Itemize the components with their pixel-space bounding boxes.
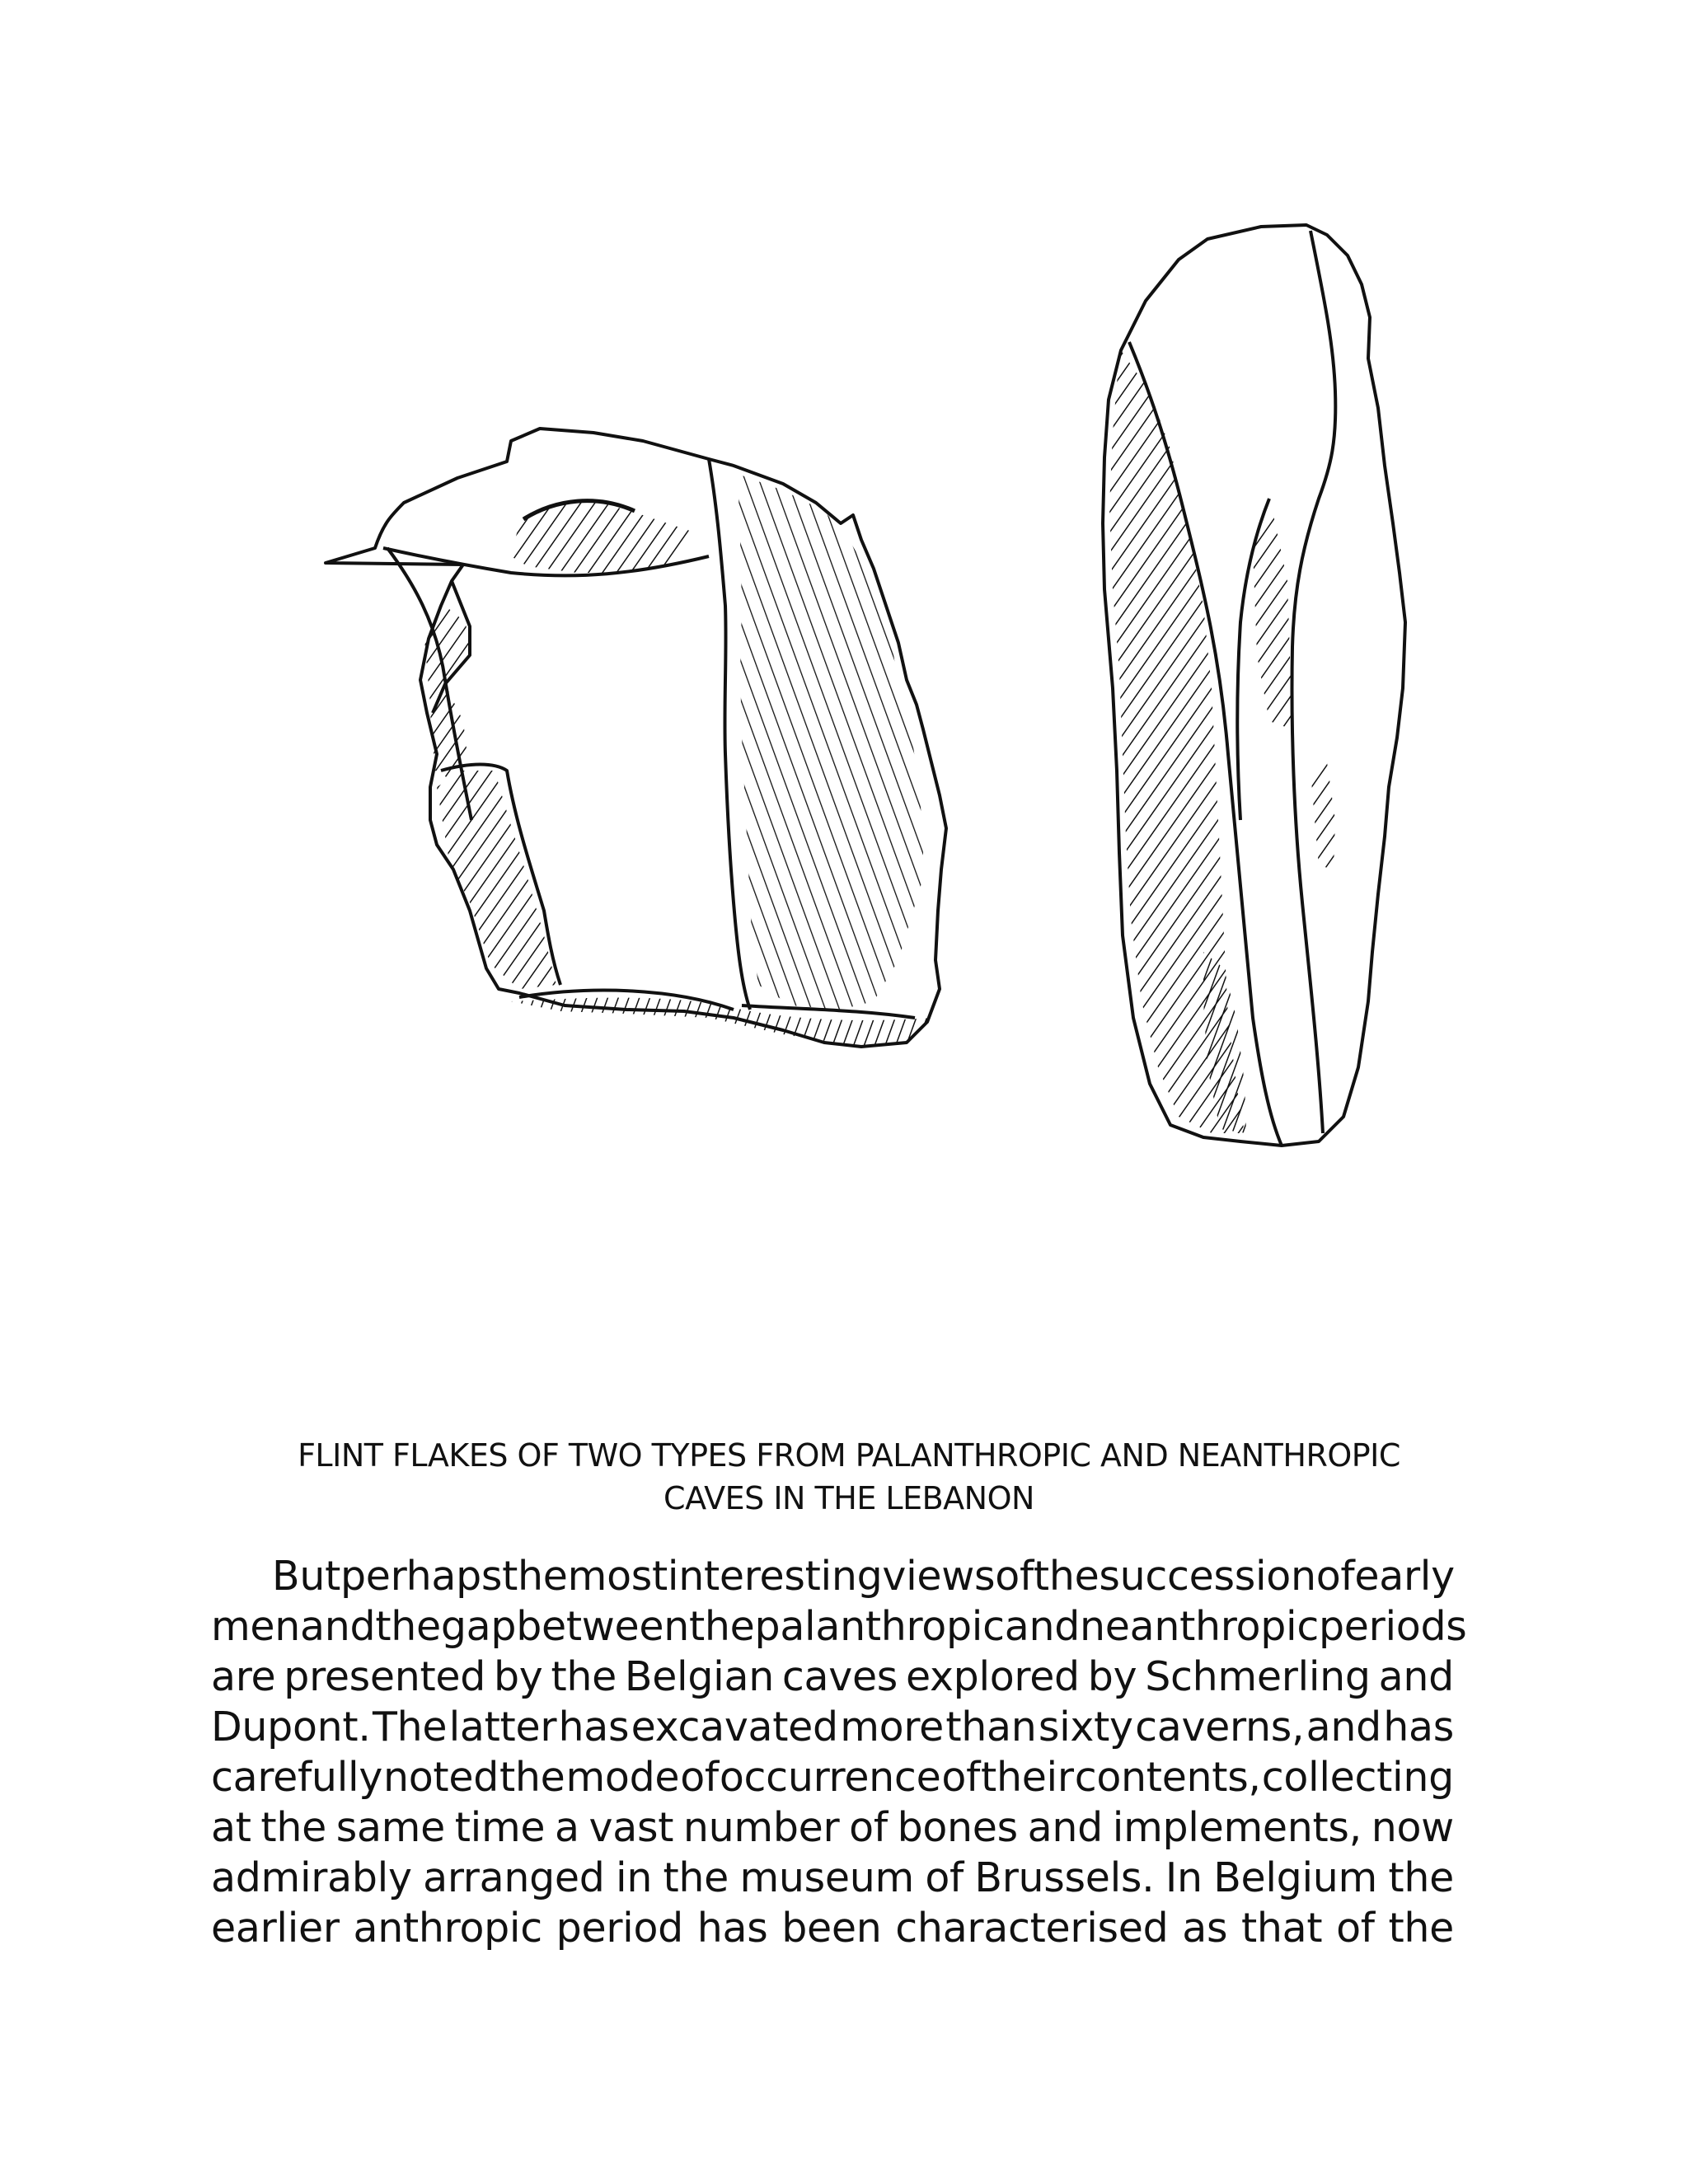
paragraph-line: admirably arranged in the museum of Brussels. In Belgium the	[211, 1854, 1454, 1901]
right-flint-blade	[1103, 225, 1405, 1146]
paragraph-line: earlier anthropic period has been characterised as that of the	[211, 1905, 1454, 1952]
caption-line-1: FLINT FLAKES OF TWO TYPES FROM PALANTHROPIC AND NEANTHROPIC	[298, 1437, 1400, 1474]
body-paragraph	[211, 1551, 1467, 1953]
figure-caption	[214, 1434, 1484, 1520]
paragraph-line: at the same time a vast number of bones and implements, now	[211, 1804, 1454, 1851]
paragraph-line: carefully noted the mode of occurrence of their contents, collecting	[211, 1754, 1454, 1801]
paragraph-line: men and the gap between the palanthropic and neanthropic periods	[211, 1603, 1467, 1650]
caption-line-2: CAVES IN THE LEBANON	[663, 1480, 1034, 1516]
paragraph-line: are presented by the Belgian caves explored by Schmerling and	[211, 1653, 1454, 1700]
flint-flakes-illustration	[247, 194, 1442, 1413]
left-flint-flake	[326, 429, 946, 1047]
paragraph-line: Dupont. The latter has excavated more than sixty caverns, and has	[211, 1704, 1454, 1750]
paragraph-line: But perhaps the most interesting views of the succession of early	[272, 1553, 1455, 1600]
flint-flakes-drawing	[247, 194, 1442, 1413]
